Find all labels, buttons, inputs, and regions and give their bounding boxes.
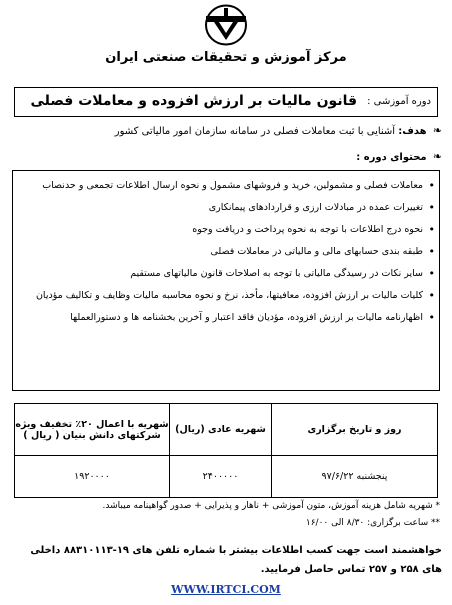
org-name: مرکز آموزش و تحقیقات صنعتی ایران (105, 50, 347, 65)
list-item: • سایر نکات در رسیدگی مالیاتی با توجه به اصلاحات قانون مالیاتهای مستقیم (21, 265, 435, 283)
org-logo (204, 4, 248, 46)
cell-regular-fee: ۲۴۰۰۰۰۰ (170, 456, 272, 498)
course-label: دوره آموزشی : (367, 96, 431, 107)
contents-box (12, 170, 440, 391)
goal-row (12, 124, 442, 137)
list-item: • اظهارنامه مالیات بر ارزش افزوده، مؤدیان فاقد اعتبار و آخرین بخشنامه ها و دستورالعملها (21, 309, 435, 327)
header-regular-fee: شهریه عادی (ریال) (170, 404, 272, 456)
note-hours: ** ساعت برگزاری: ۸/۳۰ الی ۱۶/۰۰ (305, 518, 440, 528)
list-item: • نحوه درج اطلاعات با توجه به نحوه پرداخت و دریافت وجوه (21, 221, 435, 239)
notes (10, 501, 440, 535)
website-link[interactable]: WWW.IRTCI.COM (171, 583, 281, 596)
schedule-table (14, 403, 438, 498)
table-header-row (15, 404, 438, 456)
flourish-bullet-icon: ❧ (432, 124, 442, 137)
list-item: • معاملات فصلی و مشمولین، خرید و فروشهای مشمول و نحوه ارسال اطلاعات تجمعی و حدنصاب (21, 177, 435, 195)
header-special-fee: شهریه با اعمال ۲۰٪ تخفیف ویژه شرکتهای دانش بنیان ( ریال ) (15, 404, 170, 456)
note-fee-includes: * شهریه شامل هزینه آموزش، متون آموزشی + ناهار و پذیرایی + صدور گواهینامه میباشد. (102, 501, 440, 511)
list-item: • کلیات مالیات بر ارزش افزوده، معافیتها، مأخذ، نرخ و نحوه محاسبه مالیات وظایف و تکالیف مؤدیان (21, 287, 435, 305)
course-title: قانون مالیات بر ارزش افزوده و معاملات فصلی (30, 93, 357, 109)
goal-label: هدف: (398, 126, 427, 137)
contents-list (21, 177, 435, 331)
cell-date: پنجشنبه ۹۷/۶/۲۲ (272, 456, 438, 498)
table-row (15, 456, 438, 498)
goal-text: آشنایی با ثبت معاملات فصلی در سامانه سازمان امور مالیاتی کشور (114, 126, 396, 137)
contact-text: خواهشمند است جهت کسب اطلاعات بیشتر با شماره تلفن های ۱۹-۸۸۳۱۰۱۱۳ داخلی های ۲۵۸ و ۲۵۷ تماس حاصل فرمایید. (30, 545, 442, 575)
header-date: روز و تاریخ برگزاری (272, 404, 438, 456)
list-item: • طبقه بندی حسابهای مالی و مالیاتی در معاملات فصلی (21, 243, 435, 261)
contents-label: محتوای دوره : (356, 152, 427, 163)
flourish-bullet-icon: ❧ (432, 150, 442, 163)
course-title-box (14, 87, 438, 117)
list-item: • تغییرات عمده در مبادلات ارزی و قراردادهای پیمانکاری (21, 199, 435, 217)
contents-heading (356, 150, 442, 163)
cell-special-fee: ۱۹۲۰۰۰۰ (15, 456, 170, 498)
